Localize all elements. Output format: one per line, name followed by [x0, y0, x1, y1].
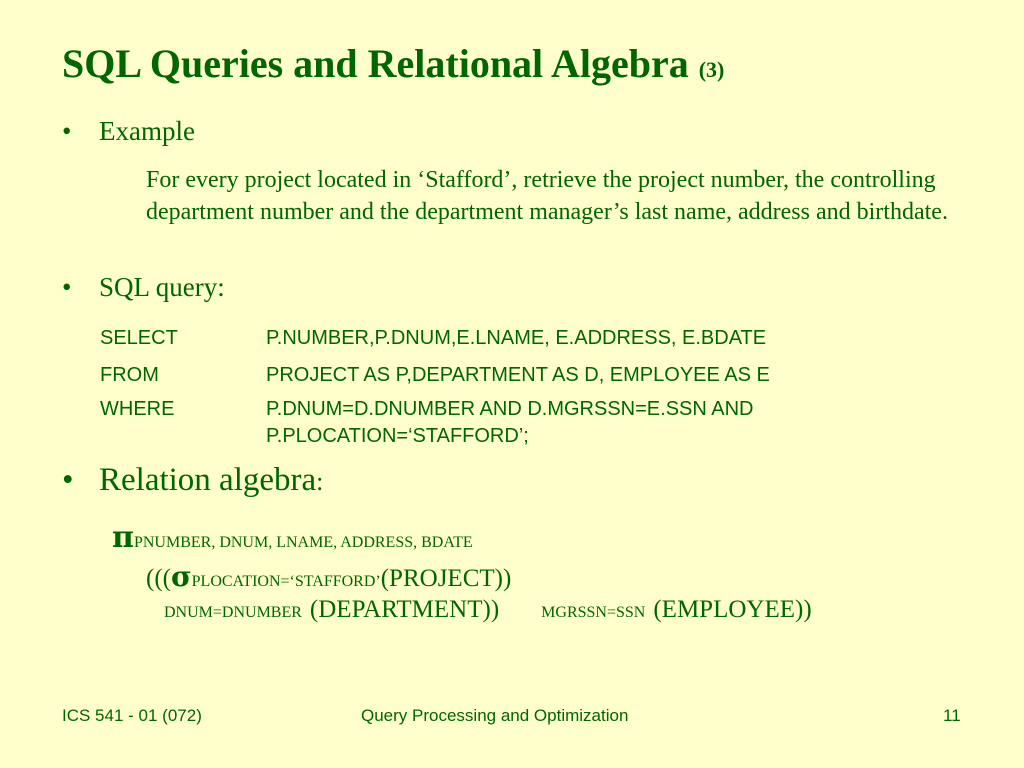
slide-title-text: SQL Queries and Relational Algebra: [62, 41, 689, 86]
sql-select-keyword: SELECT: [100, 327, 178, 349]
department-relation: (DEPARTMENT)): [309, 596, 500, 623]
footer-topic: Query Processing and Optimization: [361, 706, 629, 725]
join-condition-department: DNUM=DNUMBER: [164, 604, 302, 621]
sql-from-row: [100, 364, 770, 387]
bullet-dot: •: [62, 462, 74, 498]
sql-where-continuation: P.PLOCATION=‘STAFFORD’;: [266, 425, 529, 447]
algebra-join-line: [164, 596, 812, 624]
projection-attributes: PNUMBER, DNUM, LNAME, ADDRESS, BDATE: [133, 534, 473, 551]
sql-where-value: P.DNUM=D.DNUMBER AND D.MGRSSN=E.SSN AND: [266, 398, 754, 420]
bullet-dot: •: [62, 272, 72, 302]
bullet-relational-algebra: [62, 462, 323, 499]
footer-course: ICS 541 - 01 (072): [62, 706, 202, 725]
paren-open: (((: [146, 565, 171, 592]
algebra-selection-line: [146, 560, 511, 593]
sql-from-keyword: FROM: [100, 364, 159, 386]
join-condition-employee: MGRSSN=SSN: [541, 604, 646, 621]
sql-select-row: [100, 327, 766, 350]
example-description: For every project located in ‘Stafford’, retrieve the project number, the controlling department number and the department manager’s last name, address and birthdate.: [146, 167, 948, 225]
sql-where-row: [100, 398, 754, 421]
sigma-symbol: σ: [170, 560, 192, 593]
algebra-projection-line: [112, 520, 473, 555]
bullet-ra-colon: :: [316, 467, 324, 496]
sql-where-keyword: WHERE: [100, 398, 175, 420]
bullet-example: [62, 116, 195, 147]
slide-title: [62, 40, 724, 87]
selection-condition: PLOCATION=‘STAFFORD’: [191, 573, 381, 590]
project-relation: (PROJECT)): [380, 565, 512, 592]
sql-select-value: P.NUMBER,P.DNUM,E.LNAME, E.ADDRESS, E.BDATE: [266, 327, 767, 349]
bullet-sql: [62, 272, 225, 303]
slide-title-number: (3): [698, 57, 725, 82]
bullet-example-label: Example: [99, 116, 195, 146]
pi-symbol: π: [112, 520, 134, 555]
bullet-ra-label: Relation algebra: [99, 462, 317, 498]
bullet-dot: •: [62, 116, 72, 146]
employee-relation: (EMPLOYEE)): [653, 596, 812, 623]
sql-from-value: PROJECT AS P,DEPARTMENT AS D, EMPLOYEE AS E: [266, 364, 770, 386]
bullet-sql-label: SQL query:: [99, 272, 225, 302]
footer-page-number: 11: [943, 706, 961, 725]
